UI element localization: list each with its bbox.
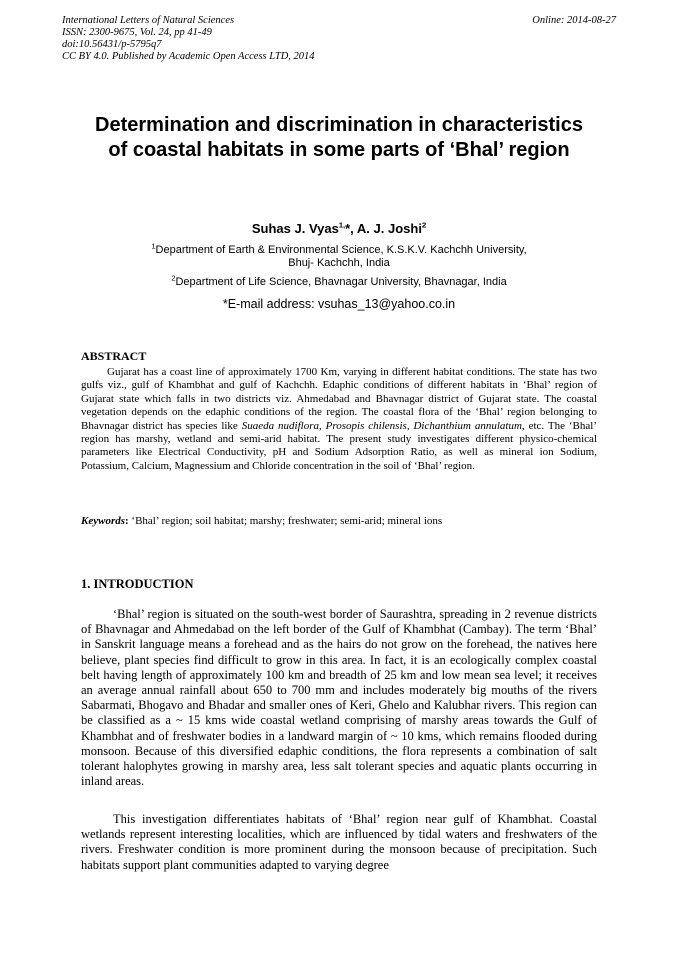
keywords [81,515,597,527]
abstract-text [81,366,597,473]
intro-paragraph-2: This investigation differentiates habitats of ‘Bhal’ region near gulf of Khambhat. Coastal wetlands represent interesting localities, which are influenced by tidal waters and freshwaters of the rivers. Freshwater condition is more prominent during the monsoon because of precipitation. Such habitats support plant communities adapted to varying degree [81,812,597,872]
species-1: Suaeda nudiflora [241,419,319,432]
species-3: Dichanthium annulatum [413,419,522,432]
abstract-part: Gujarat has a coast line of approximately 1700 Km, varying in different habitat conditions. The state has two gulfs viz., gulf of Khambhat and gulf of Kachchh. Edaphic conditions of different habitats in ‘Bhal’ region of Gujarat state which falls in two districts viz. Ahmedabad and Bhavnagar district of Gujarat state. The coastal vegetation depends on the edaphic conditions of the region. The coastal flora of the ‘Bhal’ region belonging to Bhavnagar district has species like [81,366,597,432]
author-2-sup: 2 [421,220,427,230]
running-header [62,15,616,63]
abstract-heading: ABSTRACT [81,349,147,363]
title-line-1: Determination and discrimination in characteristics [95,114,583,136]
author-1: Suhas J. Vyas [251,221,339,236]
abstract-part: , etc. The ‘Bhal’ region has marshy, wetland and semi-arid habitat. The present study investigates different physico-chemical parameters like Electrical Conductivity, pH and Sodium Adsorption Ratio, as well as mineral ion Sodium, Potassium, Calcium, Magnessium and Chloride concentration in the soil of ‘Bhal’ region. [81,419,597,472]
author-2: A. J. Joshi [356,221,422,236]
online-date: Online: 2014-08-27 [532,15,616,26]
keywords-label: Keywords [81,515,125,527]
aff2-text: Department of Life Science, Bhavnagar University, Bhavnagar, India [175,276,507,288]
author-1-sup: 1, [338,220,346,230]
aff1-sup: 1 [151,241,156,251]
paper-title [62,113,616,163]
license: CC BY 4.0. Published by Academic Open Access LTD, 2014 [62,51,315,62]
introduction-heading: 1. INTRODUCTION [81,577,194,591]
issn: ISSN: 2300-9675, Vol. 24, pp 41-49 [62,27,212,38]
affiliation-1 [62,241,616,270]
keywords-text: ‘Bhal’ region; soil habitat; marshy; freshwater; semi-arid; mineral ions [128,515,443,527]
title-line-2: of coastal habitats in some parts of ‘Bhal’ region [108,139,570,161]
doi: doi:10.56431/p-5795q7 [62,39,162,50]
intro-paragraph-1: ‘Bhal’ region is situated on the south-west border of Saurashtra, spreading in 2 revenue districts of Bhavnagar and Ahmedabad on the left border of the Gulf of Khambhat (Cambay). The term ‘Bhal’ in Sanskrit language means a forehead and as the hairs do not grow on the forehead, the natives here believe, plant species find difficult to grow in this area. In fact, it is an ecologically complex coastal belt having length of approximately 100 km and breadth of 25 km and low mean sea level; it receives an average annual rainfall about 650 to 700 mm and includes moderately big mouths of the rivers Sabarmati, Bhogavo and Bhadar and smaller ones of Keri, Ghelo and Kalubhar rivers. This region can be classified as a ~ 15 kms wide coastal wetland comprising of marshy areas towards the Gulf of Khambhat and of freshwater bodies in a landward margin of ~ 10 kms, which remains flooded during monsoon. Because of this diversified edaphic conditions, the flora represents a combination of salt tolerant halophytes growing in marshy area, less salt tolerant species and aquatic plants occurring in inland areas. [81,607,597,789]
journal-name: International Letters of Natural Sciences [62,15,235,26]
aff2-sup: 2 [171,273,176,283]
author-list [62,221,616,236]
email-address: *E-mail address: vsuhas_13@yahoo.co.in [222,297,456,311]
aff1-line1: Department of Earth & Environmental Science, K.S.K.V. Kachchh University, [155,244,527,256]
aff1-line2: Bhuj- Kachchh, India [288,257,390,269]
affiliation-2 [62,273,616,289]
abstract-part: , [319,419,326,432]
corresponding-mark: *, [345,221,354,236]
species-2: Prosopis chilensis [325,419,407,432]
keywords-colon: : [125,515,129,527]
abstract-part: , [406,419,414,432]
